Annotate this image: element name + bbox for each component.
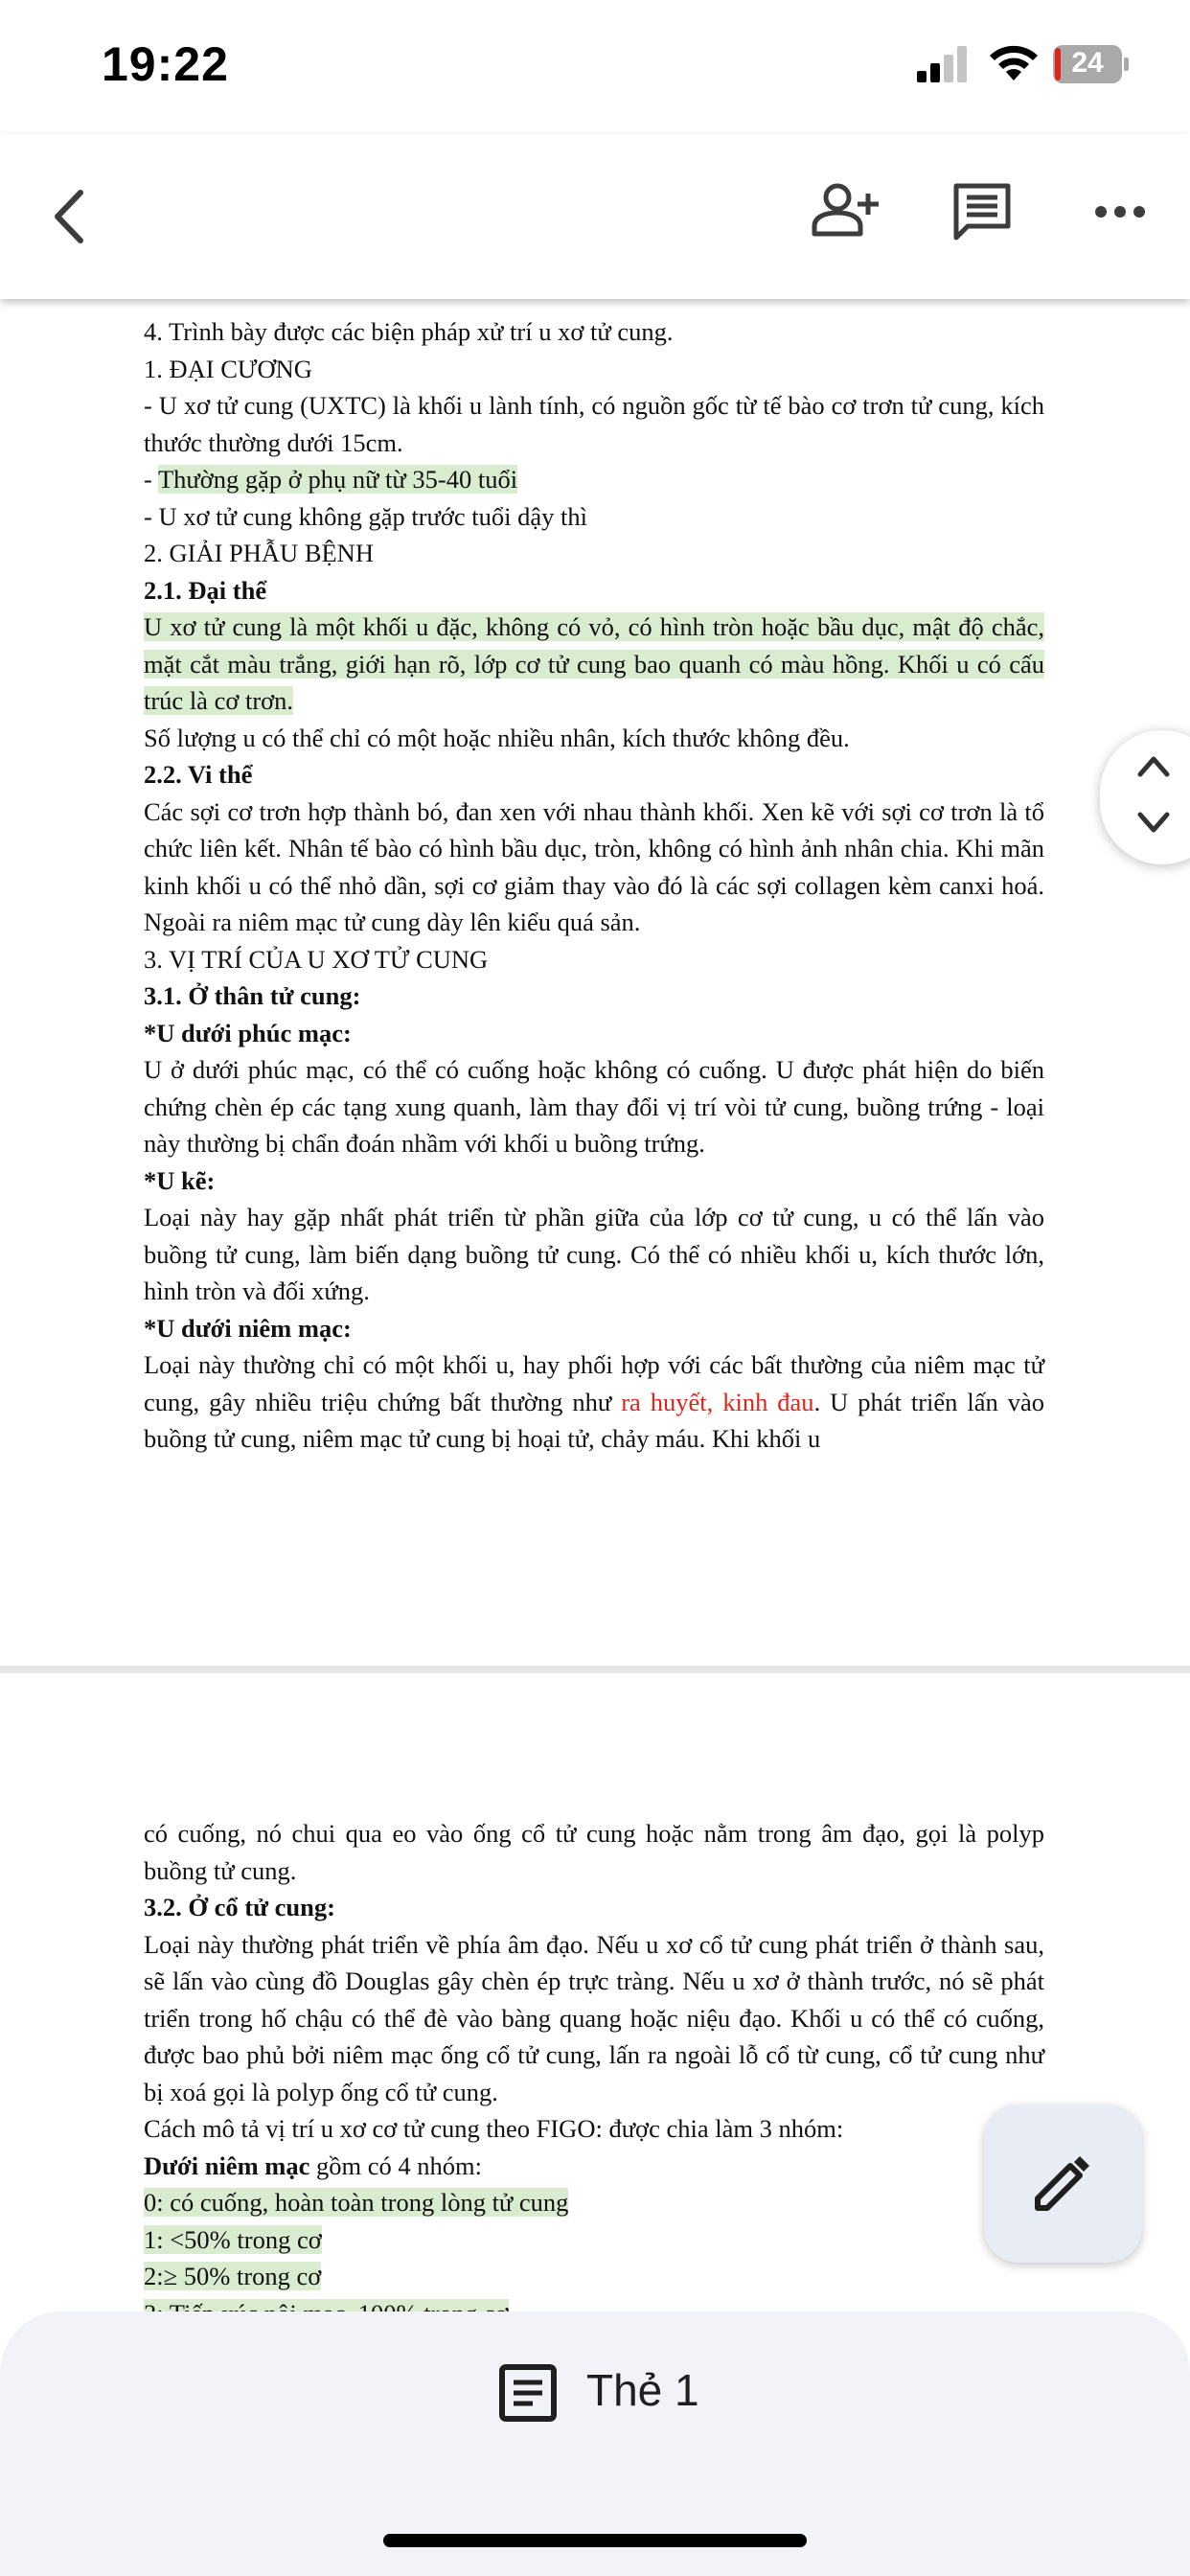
doc-line: Số lượng u có thể chỉ có một hoặc nhiều nhân, kích thước không đều. [144,723,850,752]
doc-list-item [144,2258,1044,2295]
doc-line: Cách mô tả vị trí u xơ cơ tử cung theo FIGO: được chia làm 3 nhóm: [144,2114,844,2143]
page-separator [0,1666,1190,1673]
more-horizontal-icon[interactable] [1094,203,1146,220]
doc-paragraph [144,609,1044,720]
doc-paragraph: Các sợi cơ trơn hợp thành bó, đan xen với nhau thành khối. Xen kẽ với sợi cơ trơn là tổ chức liên kết. Nhân tế bào có hình bầu dục, tròn, không có hình ảnh nhân chia. Khi mãn kinh khối u có thể nhỏ dần, sợi cơ giảm thay vào đó là các sợi collagen kèm canxi hoá. Ngoài ra niêm mạc tử cung dày lên kiểu quá sản. [144,796,1044,936]
doc-line: - U xơ tử cung không gặp trước tuổi dậy thì [144,501,588,531]
highlighted-text[interactable]: 2:≥ 50% trong cơ [144,2262,322,2290]
edit-fab-button[interactable] [984,2104,1142,2263]
comment-icon[interactable] [952,182,1012,242]
doc-subheading: *U dưới phúc mạc: [144,1018,352,1047]
doc-subheading: *U kẽ: [144,1165,216,1195]
doc-line: Dưới niêm mạc gồm có 4 nhóm: [144,2150,482,2180]
doc-subheading: 3.2. Ở cổ tử cung: [144,1893,335,1921]
person-add-icon[interactable] [811,180,880,238]
document-body [144,1815,1044,2332]
highlighted-text[interactable]: U xơ tử cung là một khối u đặc, không có vỏ, có hình tròn hoặc bầu dục, mật độ chắc, mặt cắt màu trắng, giới hạn rõ, lớp cơ tử cung bao quanh có màu hồng. Khối u có cấu trúc là cơ trơn. [144,612,1044,715]
status-time: 19:22 [102,37,229,91]
highlighted-text[interactable]: Thường gặp ở phụ nữ từ 35-40 tuổi [157,465,518,494]
doc-line: 4. Trình bày được các biện pháp xử trí u xơ tử cung. [144,317,674,346]
chevron-up-icon[interactable] [1136,753,1171,778]
doc-section-heading: 2. GIẢI PHẪU BỆNH [144,539,374,567]
battery-icon [1053,45,1130,83]
chevron-left-icon[interactable] [46,185,94,248]
doc-subheading: 3.1. Ở thân tử cung: [144,981,361,1010]
bottom-sheet-title[interactable]: Thẻ 1 [586,2365,699,2415]
battery-level: 24 [1071,47,1104,79]
status-bar [0,0,1190,134]
doc-subheading: 2.2. Vi thể [144,760,253,789]
cellular-signal-icon [917,46,969,82]
doc-list-item [144,2184,1044,2221]
doc-paragraph: - U xơ tử cung (UXTC) là khối u lành tính, có nguồn gốc từ tế bào cơ trơn tử cung, kích thước thường dưới 15cm. [144,391,1044,457]
doc-section-heading: 3. VỊ TRÍ CỦA U XƠ TỬ CUNG [144,944,489,974]
doc-section-heading: 1. ĐẠI CƯƠNG [144,354,312,383]
chevron-down-icon[interactable] [1136,811,1171,836]
doc-paragraph: Loại này thường chỉ có một khối u, hay phối hợp với các bất thường của niêm mạc tử cung, gây nhiều triệu chứng bất thường như ra huyết, kinh đau. U phát triển lấn vào buồng tử cung, niêm mạc tử cung bị hoại tử, chảy máu. Khi khối u [144,1350,1044,1453]
doc-subheading: 2.1. Đại thể [144,575,267,605]
doc-line [144,461,1044,498]
top-app-bar [0,134,1190,299]
doc-paragraph: có cuống, nó chui qua eo vào ống cổ tử cung hoặc nằm trong âm đạo, gọi là polyp buồng tử cung. [144,1819,1044,1885]
document-page [0,299,1190,1666]
doc-paragraph: Loại này hay gặp nhất phát triển từ phần giữa của lớp cơ tử cung, u có thể lấn vào buồng tử cung, làm biến dạng buồng tử cung. Có thể có nhiều khối u, kích thước lớn, hình tròn và đối xứng. [144,1203,1044,1305]
doc-list-item [144,2221,1044,2259]
notes-icon [498,2363,558,2423]
highlighted-text[interactable]: 1: <50% trong cơ [144,2224,322,2254]
doc-paragraph: Loại này thường phát triển về phía âm đạo. Nếu u xơ cổ tử cung phát triển ở thành sau, sẽ lấn vào cùng đồ Douglas gây chèn ép trực tràng. Nếu u xơ ở thành trước, nó sẽ phát triển trong hố chậu có thể đè vào bàng quang hoặc niệu đạo. Khối u có thể có cuống, được bao phủ bởi niêm mạc ống cổ tử cung, lấn ra ngoài lỗ cổ từ cung, cổ tử cung như bị xoá gọi là polyp ống cổ tử cung. [144,1929,1044,2106]
doc-subheading: *U dưới niêm mạc: [144,1313,352,1343]
home-indicator [383,2534,807,2547]
wifi-icon [987,44,1041,82]
doc-paragraph: U ở dưới phúc mạc, có thể có cuống hoặc không có cuống. U được phát hiện do biến chứng chèn ép các tạng xung quanh, làm thay đổi vị trí vòi tử cung, buồng trứng - loại này thường bị chẩn đoán nhầm với khối u buồng trứng. [144,1055,1044,1158]
edit-pencil-icon [1028,2149,1097,2218]
highlighted-text[interactable]: 0: có cuống, hoàn toàn trong lòng tử cung [144,2188,569,2217]
doc-prefix: - [144,465,158,494]
red-text: ra huyết, kinh đau [621,1387,814,1416]
document-body [144,313,1044,1458]
